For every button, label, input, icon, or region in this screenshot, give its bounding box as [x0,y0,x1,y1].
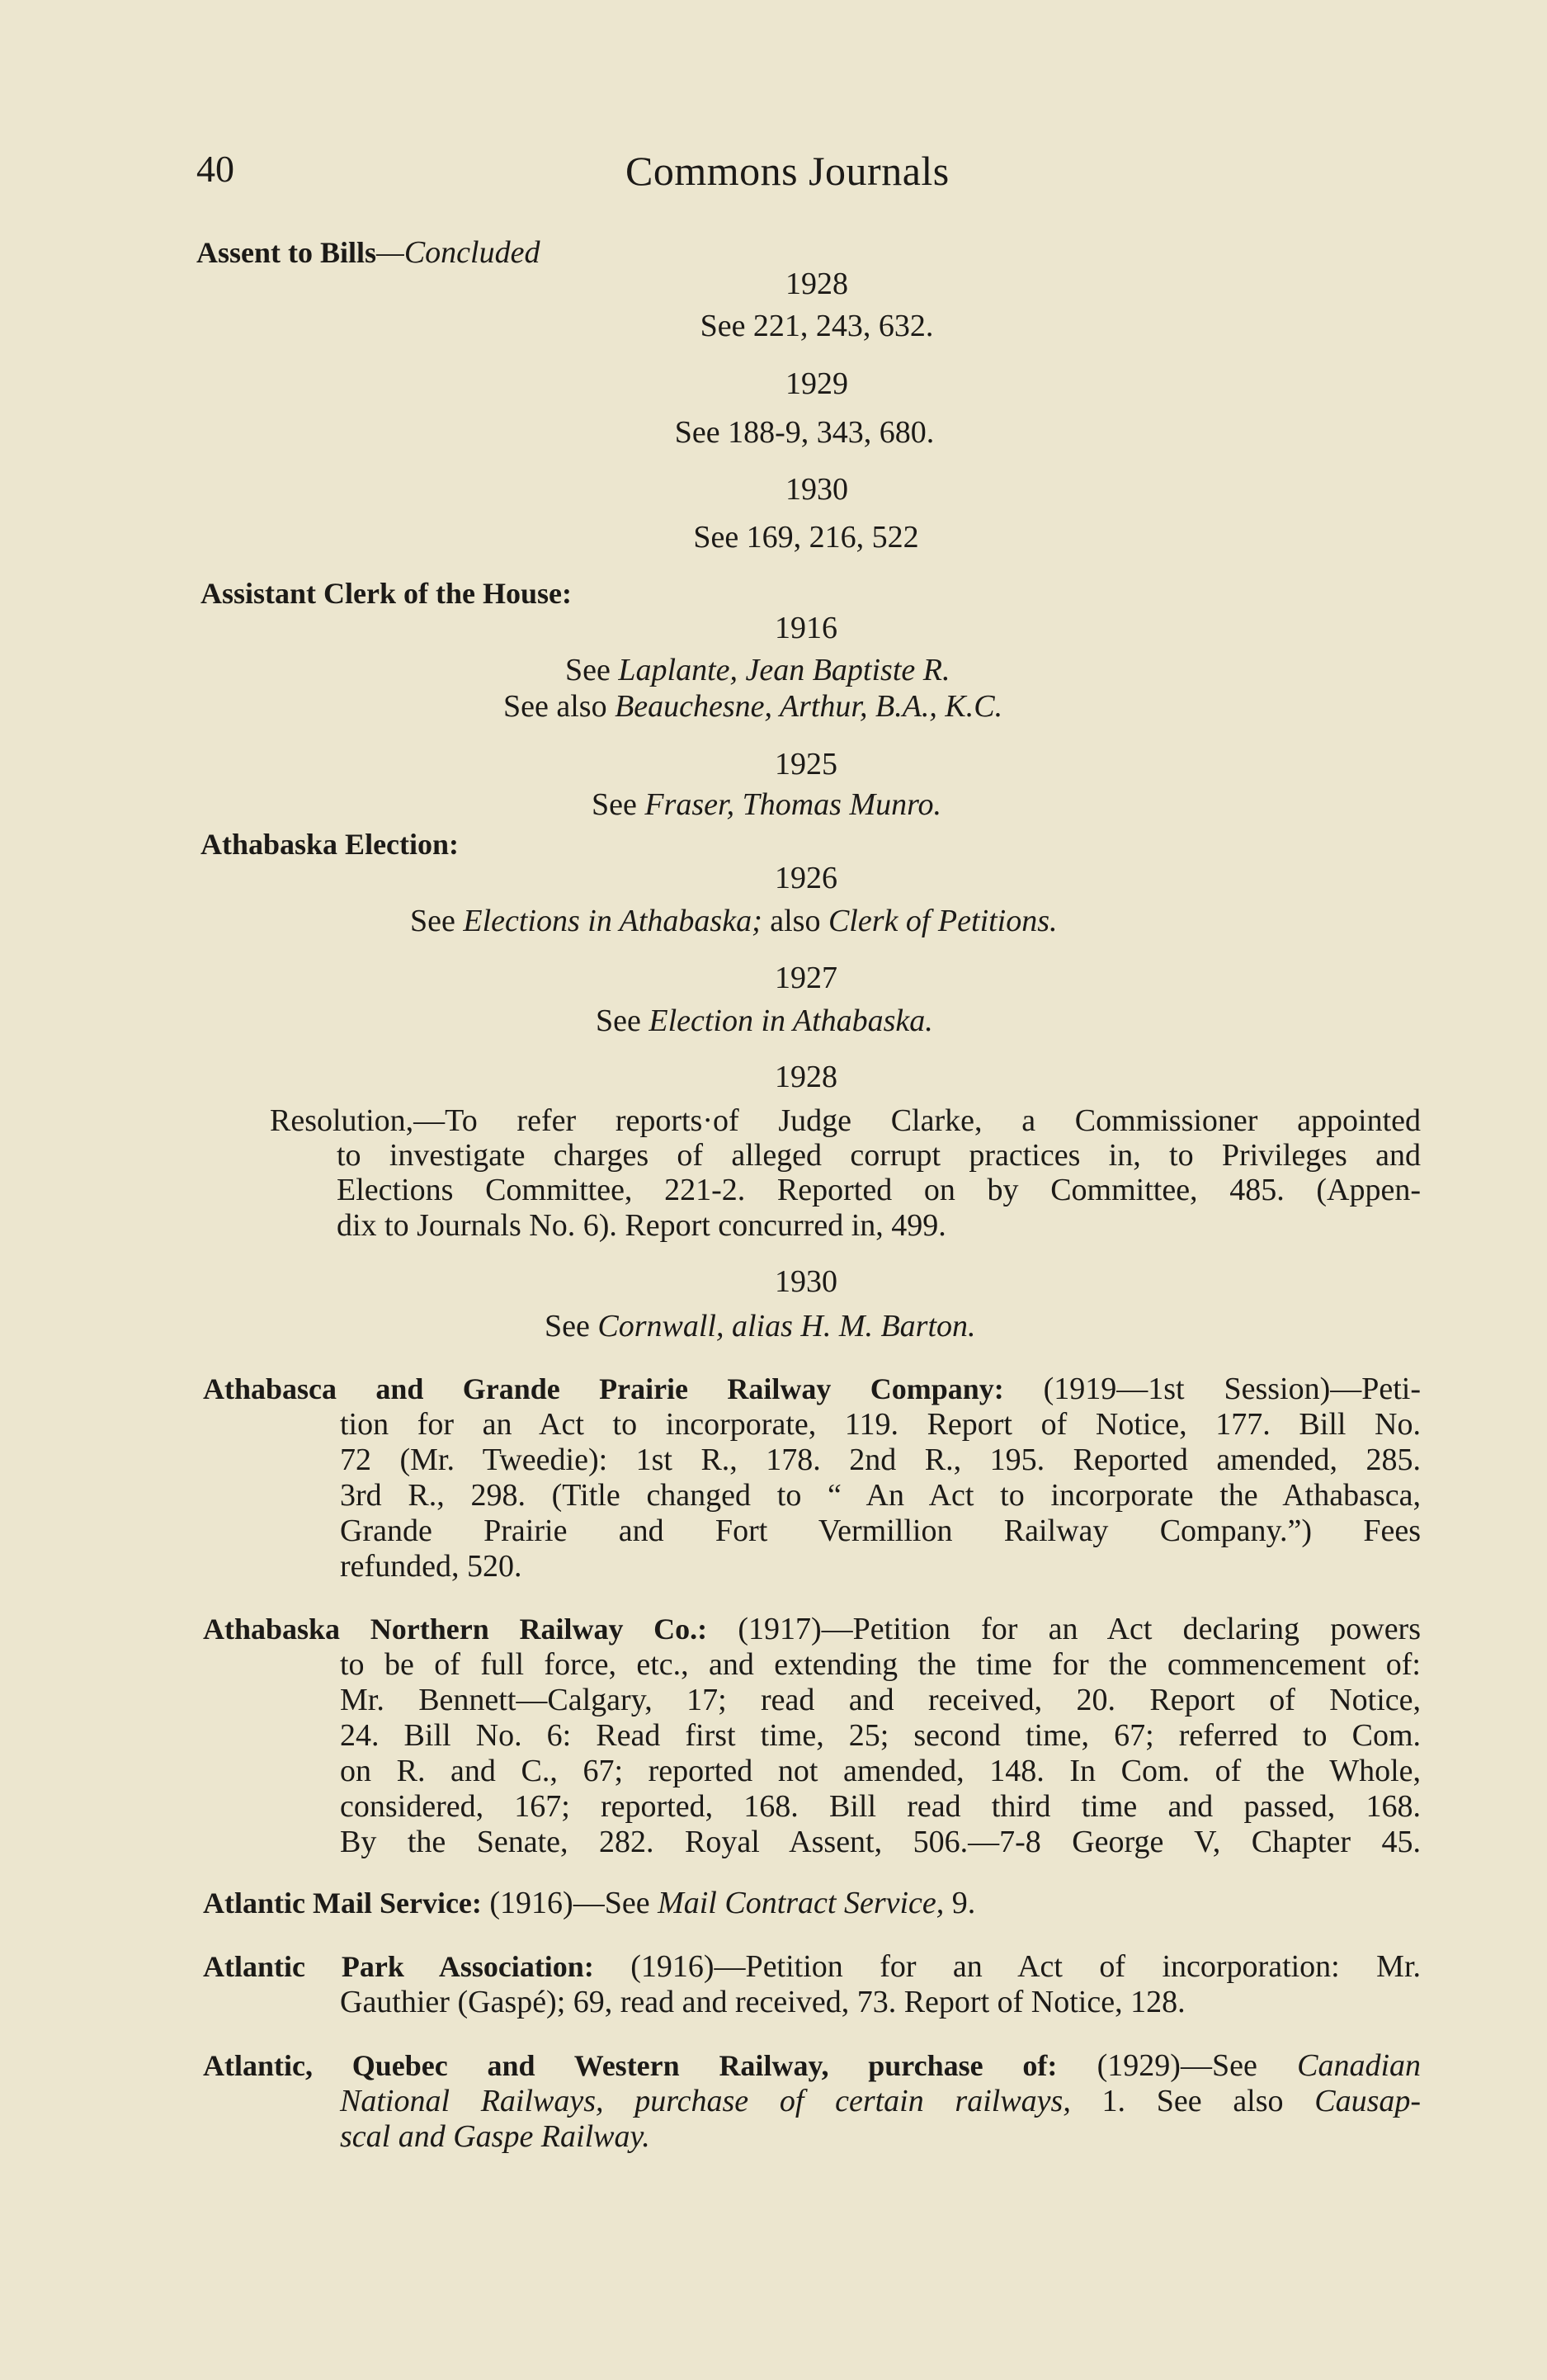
entry-heading-athabaska-election [200,827,459,862]
entry-heading: Athabaska Northern Railway Co.: [203,1613,708,1646]
page-reference: 9. [951,1886,976,1920]
entry-heading: Atlantic Mail Service: [203,1887,482,1920]
entry-heading: Athabasca and Grande Prairie Railway Company: [203,1372,1004,1405]
entry-line: 24. Bill No. 6: Read first time, 25; second time, 67; referred to Com. [340,1718,1421,1753]
see-reference [410,903,1058,939]
page-number: 40 [196,148,234,190]
reference-name: Clerk of Petitions. [828,904,1058,938]
entry-atlantic-quebec-first-line [203,2047,1421,2084]
entry-text: (1916)—See [489,1886,650,1920]
year-label: 1927 [775,961,837,995]
reference-name: Laplante, Jean Baptiste R. [618,653,950,687]
entry-line: By the Senate, 282. Royal Assent, 506.—7-8 George V, Chapter 45. [340,1825,1421,1859]
entry-line: considered, 167; reported, 168. Bill read third time and passed, 168. [340,1789,1421,1824]
journal-title: Commons Journals [625,148,950,194]
reference-name: Election in Athabaska. [649,1003,933,1038]
entry-line: tion for an Act to incorporate, 119. Report of Notice, 177. Bill No. [340,1407,1421,1442]
entry-text: (1929)—See [1097,2048,1257,2083]
entry-atlantic-mail [203,1885,975,1921]
entry-text: (1916)—Petition for an Act of incorporation: Mr. [630,1949,1422,1984]
year-label: 1930 [785,472,848,507]
see-reference: See 188-9, 343, 680. [674,415,935,450]
also-word: also [770,904,821,938]
entry-line: on R. and C., 67; reported not amended, 148. In Com. of the Whole, [340,1754,1421,1788]
entry-line: 72 (Mr. Tweedie): 1st R., 178. 2nd R., 195. Reported amended, 285. [340,1443,1421,1477]
entry-northern-first-line [203,1611,1421,1647]
see-also-reference [503,688,1002,725]
year-label: 1930 [775,1264,837,1299]
heading-text: Assent to Bills [196,236,377,269]
entry-text: (1919—1st Session)—Peti- [1043,1372,1422,1406]
reference-name: Causap- [1314,2084,1422,2118]
see-reference: See 169, 216, 522 [693,520,919,555]
entry-text: (1917)—Petition for an Act declaring powers [738,1612,1422,1646]
resolution-line: to investigate charges of alleged corrupt practices in, to Privileges and [337,1138,1421,1173]
see-word: See [545,1309,590,1343]
entry-heading-assistant-clerk [200,576,572,611]
see-reference: See 221, 243, 632. [700,309,934,343]
see-reference [545,1308,976,1344]
year-label: 1928 [775,1060,837,1094]
year-label: 1929 [785,366,848,401]
entry-line [340,2083,1421,2119]
entry-line: to be of full force, etc., and extending the time for the commencement of: [340,1647,1421,1682]
see-word: See [410,904,455,938]
year-label: 1925 [775,747,837,782]
year-label: 1926 [775,861,837,895]
reference-name: Fraser, Thomas Munro. [644,787,942,822]
heading-text: Assistant Clerk of the House: [200,577,572,610]
see-also-word: See also [1156,2084,1284,2118]
entry-heading-assent [196,234,540,271]
year-label: 1928 [785,267,848,301]
heading-text: Athabaska Election: [200,828,460,861]
see-word: See [565,653,611,687]
entry-heading: Atlantic, Quebec and Western Railway, purchase of: [203,2049,1058,2082]
reference-name: scal and Gaspe Railway. [340,2119,650,2154]
reference-name: Canadian [1297,2048,1422,2083]
resolution-line: dix to Journals No. 6). Report concurred in, 499. [337,1208,946,1243]
concluded-label: —Concluded [376,235,540,270]
see-reference [592,786,941,823]
reference-name: Beauchesne, Arthur, B.A., K.C. [615,689,1003,724]
entry-grande-prairie-first-line [203,1371,1421,1407]
entry-line: Grande Prairie and Fort Vermillion Railway Company.”) Fees [340,1513,1421,1548]
page-header [196,147,1434,196]
year-label: 1916 [775,611,837,645]
entry-line: Mr. Bennett—Calgary, 17; read and received, 20. Report of Notice, [340,1683,1421,1717]
entry-line: Gauthier (Gaspé); 69, read and received, 73. Report of Notice, 128. [340,1985,1186,2019]
see-word: See [596,1003,641,1038]
reference-name: Cornwall, alias H. M. Barton. [597,1309,976,1343]
entry-line [340,2118,650,2155]
reference-name: Elections in Athabaska; [463,904,762,938]
reference-name: Mail Contract Service, [658,1886,945,1920]
see-word: See [592,787,637,822]
entry-line: 3rd R., 298. (Title changed to “ An Act to incorporate the Athabasca, [340,1478,1421,1513]
entry-line: refunded, 520. [340,1549,522,1584]
see-reference [565,652,950,688]
see-reference [596,1003,933,1039]
entry-heading: Atlantic Park Association: [203,1950,594,1983]
entry-atlantic-park-first-line [203,1948,1421,1985]
page-reference: 1. [1101,2084,1126,2118]
resolution-line: Elections Committee, 221-2. Reported on by Committee, 485. (Appen- [337,1173,1421,1207]
reference-name: National Railways, purchase of certain railways, [340,2084,1071,2118]
resolution-line: Resolution,—To refer reports·of Judge Clarke, a Commissioner appointed [270,1103,1421,1138]
see-also-word: See also [503,689,607,724]
